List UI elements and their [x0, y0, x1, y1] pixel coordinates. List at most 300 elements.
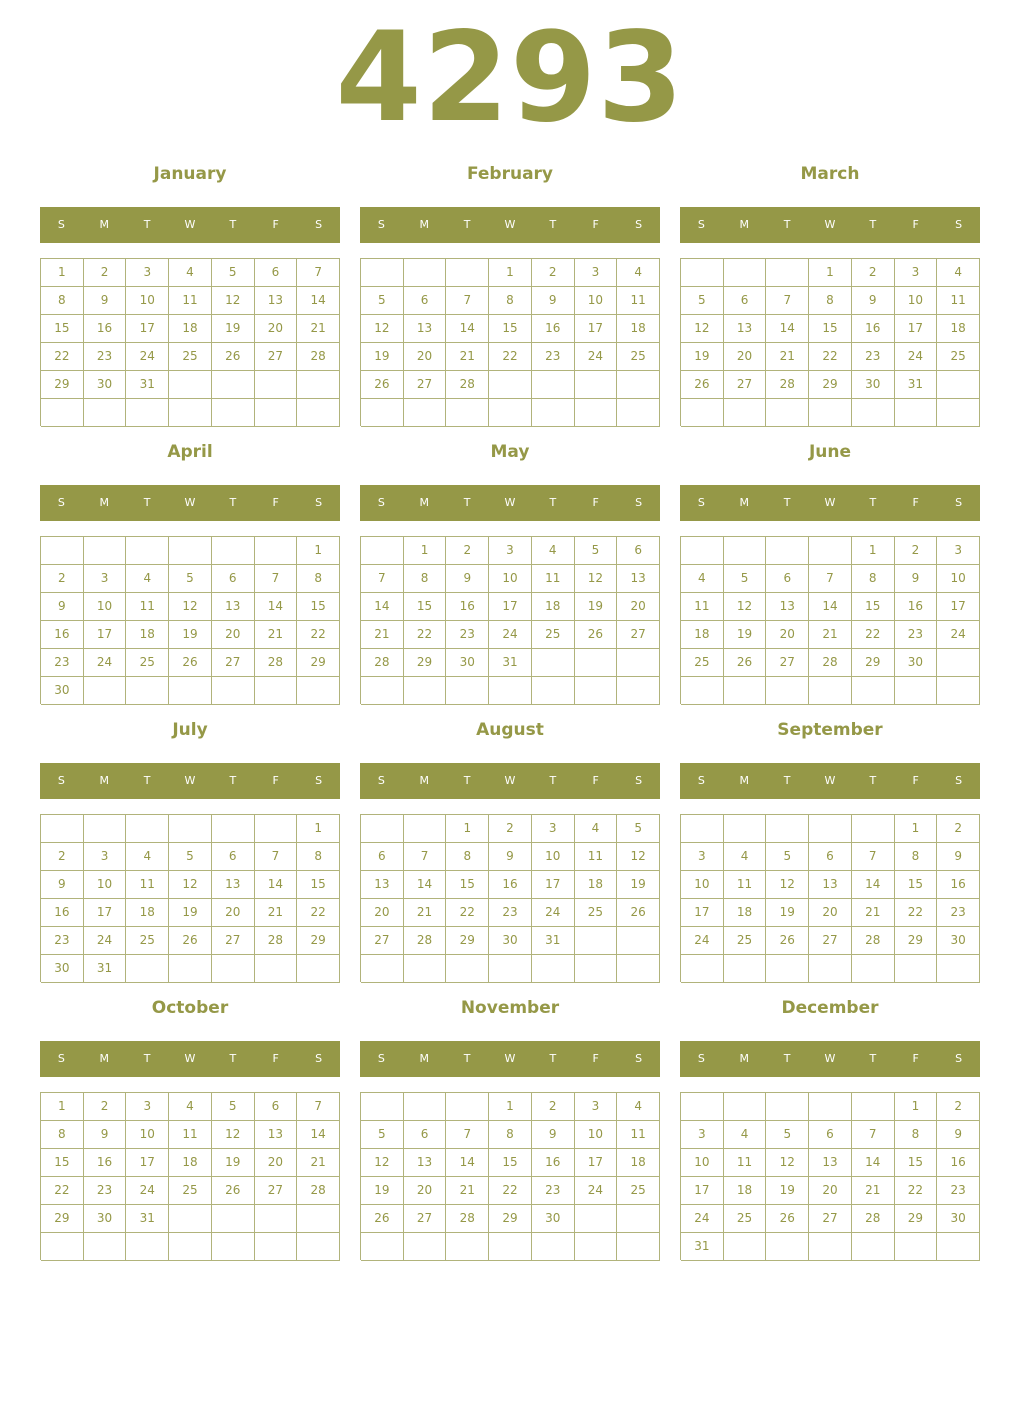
day-cell: 9	[895, 565, 938, 593]
day-grid	[40, 258, 340, 426]
weekday-label: S	[57, 774, 65, 787]
weekday-header	[680, 207, 980, 243]
day-cell: 4	[126, 565, 169, 593]
empty-day-cell	[575, 927, 618, 955]
day-cell: 21	[852, 1177, 895, 1205]
day-cell: 11	[617, 1121, 660, 1149]
month-title: September	[777, 720, 883, 740]
empty-day-cell	[766, 259, 809, 287]
day-cell: 9	[489, 843, 532, 871]
day-cell: 13	[404, 1149, 447, 1177]
day-cell: 3	[532, 815, 575, 843]
day-cell: 25	[724, 1205, 767, 1233]
day-cell: 21	[297, 315, 340, 343]
day-cell: 11	[126, 593, 169, 621]
day-cell: 28	[255, 649, 298, 677]
day-cell: 8	[489, 1121, 532, 1149]
day-cell: 3	[489, 537, 532, 565]
day-cell: 26	[361, 371, 404, 399]
weekday-label: T	[463, 1052, 471, 1065]
empty-day-cell	[84, 1233, 127, 1261]
day-cell: 23	[41, 649, 84, 677]
day-cell: 18	[169, 315, 212, 343]
empty-day-cell	[84, 815, 127, 843]
day-cell: 2	[937, 1093, 980, 1121]
day-cell: 1	[809, 259, 852, 287]
day-cell: 16	[532, 1149, 575, 1177]
empty-day-cell	[212, 399, 255, 427]
day-cell: 22	[809, 343, 852, 371]
empty-day-cell	[766, 677, 809, 705]
day-cell: 3	[126, 1093, 169, 1121]
day-cell: 1	[895, 815, 938, 843]
weekday-label: M	[739, 774, 750, 787]
empty-day-cell	[617, 927, 660, 955]
day-cell: 4	[126, 843, 169, 871]
day-cell: 4	[937, 259, 980, 287]
day-cell: 29	[446, 927, 489, 955]
month-title: November	[460, 998, 560, 1018]
weekday-label: W	[824, 774, 836, 787]
day-cell: 9	[446, 565, 489, 593]
empty-day-cell	[255, 1233, 298, 1261]
day-cell: 2	[895, 537, 938, 565]
empty-day-cell	[766, 399, 809, 427]
month-title: July	[172, 720, 208, 740]
empty-day-cell	[404, 955, 447, 983]
empty-day-cell	[446, 677, 489, 705]
day-cell: 10	[489, 565, 532, 593]
day-cell: 20	[255, 1149, 298, 1177]
empty-day-cell	[681, 955, 724, 983]
day-cell: 15	[489, 1149, 532, 1177]
day-cell: 27	[766, 649, 809, 677]
weekday-label: M	[419, 774, 430, 787]
day-cell: 24	[126, 1177, 169, 1205]
day-cell: 8	[446, 843, 489, 871]
day-cell: 4	[617, 259, 660, 287]
empty-day-cell	[724, 1233, 767, 1261]
day-cell: 24	[681, 1205, 724, 1233]
day-cell: 9	[937, 843, 980, 871]
empty-day-cell	[41, 1233, 84, 1261]
day-cell: 11	[724, 871, 767, 899]
day-cell: 18	[617, 315, 660, 343]
day-cell: 27	[212, 649, 255, 677]
day-cell: 9	[84, 287, 127, 315]
weekday-label: T	[869, 218, 877, 231]
month-title: December	[781, 998, 879, 1018]
empty-day-cell	[895, 677, 938, 705]
weekday-label: F	[272, 774, 279, 787]
day-cell: 6	[255, 259, 298, 287]
empty-day-cell	[297, 399, 340, 427]
weekday-label: T	[463, 496, 471, 509]
day-cell: 2	[489, 815, 532, 843]
empty-day-cell	[489, 1233, 532, 1261]
day-cell: 23	[532, 1177, 575, 1205]
month-title: June	[808, 442, 852, 462]
day-cell: 20	[404, 1177, 447, 1205]
weekday-label: F	[592, 218, 599, 231]
day-cell: 28	[297, 343, 340, 371]
day-cell: 2	[84, 259, 127, 287]
empty-day-cell	[212, 955, 255, 983]
empty-day-cell	[255, 399, 298, 427]
day-cell: 6	[404, 1121, 447, 1149]
day-cell: 2	[852, 259, 895, 287]
empty-day-cell	[766, 1233, 809, 1261]
weekday-label: S	[377, 774, 385, 787]
day-cell: 14	[852, 871, 895, 899]
day-cell: 16	[489, 871, 532, 899]
day-cell: 18	[724, 899, 767, 927]
empty-day-cell	[532, 677, 575, 705]
empty-day-cell	[255, 677, 298, 705]
day-cell: 17	[575, 315, 618, 343]
day-cell: 28	[446, 371, 489, 399]
weekday-label: W	[184, 774, 196, 787]
weekday-label: W	[504, 496, 516, 509]
empty-day-cell	[126, 537, 169, 565]
day-cell: 10	[126, 1121, 169, 1149]
month-title: January	[153, 164, 227, 184]
day-cell: 21	[852, 899, 895, 927]
empty-day-cell	[937, 399, 980, 427]
weekday-header	[40, 763, 340, 799]
empty-day-cell	[297, 371, 340, 399]
day-cell: 27	[809, 927, 852, 955]
day-cell: 28	[255, 927, 298, 955]
weekday-header	[360, 1041, 660, 1077]
day-cell: 8	[297, 843, 340, 871]
weekday-label: M	[419, 1052, 430, 1065]
weekday-label: S	[697, 1052, 705, 1065]
day-cell: 15	[809, 315, 852, 343]
day-cell: 5	[212, 259, 255, 287]
day-cell: 11	[169, 287, 212, 315]
day-cell: 18	[126, 621, 169, 649]
empty-day-cell	[681, 537, 724, 565]
weekday-label: F	[912, 1052, 919, 1065]
day-cell: 5	[575, 537, 618, 565]
day-cell: 14	[255, 593, 298, 621]
day-cell: 2	[446, 537, 489, 565]
day-cell: 18	[126, 899, 169, 927]
weekday-header	[680, 1041, 980, 1077]
day-cell: 10	[84, 871, 127, 899]
empty-day-cell	[404, 1233, 447, 1261]
day-cell: 6	[809, 1121, 852, 1149]
day-cell: 1	[489, 1093, 532, 1121]
day-cell: 17	[532, 871, 575, 899]
day-cell: 2	[84, 1093, 127, 1121]
empty-day-cell	[255, 371, 298, 399]
weekday-label: T	[549, 218, 557, 231]
day-cell: 2	[41, 565, 84, 593]
day-cell: 11	[169, 1121, 212, 1149]
day-cell: 19	[169, 621, 212, 649]
day-cell: 15	[41, 1149, 84, 1177]
day-cell: 8	[41, 287, 84, 315]
day-cell: 14	[766, 315, 809, 343]
day-cell: 5	[617, 815, 660, 843]
day-cell: 5	[212, 1093, 255, 1121]
day-cell: 8	[895, 1121, 938, 1149]
weekday-label: T	[869, 496, 877, 509]
day-grid	[40, 536, 340, 704]
day-cell: 21	[255, 621, 298, 649]
empty-day-cell	[895, 955, 938, 983]
day-cell: 6	[766, 565, 809, 593]
empty-day-cell	[852, 815, 895, 843]
month-title: February	[466, 164, 554, 184]
day-cell: 13	[404, 315, 447, 343]
empty-day-cell	[489, 371, 532, 399]
empty-day-cell	[446, 259, 489, 287]
day-cell: 17	[895, 315, 938, 343]
day-cell: 7	[404, 843, 447, 871]
day-cell: 17	[84, 899, 127, 927]
day-cell: 15	[852, 593, 895, 621]
day-cell: 10	[937, 565, 980, 593]
empty-day-cell	[255, 815, 298, 843]
empty-day-cell	[575, 371, 618, 399]
day-cell: 30	[937, 1205, 980, 1233]
day-cell: 10	[681, 1149, 724, 1177]
day-cell: 13	[809, 1149, 852, 1177]
day-cell: 1	[297, 815, 340, 843]
day-cell: 21	[404, 899, 447, 927]
day-cell: 11	[532, 565, 575, 593]
day-cell: 14	[297, 1121, 340, 1149]
day-cell: 19	[681, 343, 724, 371]
empty-day-cell	[724, 815, 767, 843]
day-cell: 30	[446, 649, 489, 677]
day-cell: 23	[937, 1177, 980, 1205]
empty-day-cell	[169, 399, 212, 427]
day-cell: 30	[84, 371, 127, 399]
day-cell: 13	[724, 315, 767, 343]
day-cell: 18	[169, 1149, 212, 1177]
weekday-label: S	[315, 218, 323, 231]
empty-day-cell	[169, 1205, 212, 1233]
day-cell: 19	[766, 1177, 809, 1205]
weekday-label: F	[912, 774, 919, 787]
weekday-label: T	[143, 218, 151, 231]
empty-day-cell	[255, 1205, 298, 1233]
weekday-label: W	[824, 1052, 836, 1065]
weekday-label: W	[184, 218, 196, 231]
day-cell: 17	[575, 1149, 618, 1177]
day-cell: 23	[41, 927, 84, 955]
day-cell: 1	[489, 259, 532, 287]
day-cell: 1	[895, 1093, 938, 1121]
empty-day-cell	[212, 537, 255, 565]
day-cell: 8	[895, 843, 938, 871]
empty-day-cell	[575, 677, 618, 705]
empty-day-cell	[575, 1233, 618, 1261]
day-grid	[360, 258, 660, 426]
day-cell: 22	[489, 343, 532, 371]
day-cell: 14	[361, 593, 404, 621]
day-cell: 16	[84, 1149, 127, 1177]
day-cell: 10	[575, 1121, 618, 1149]
day-cell: 20	[404, 343, 447, 371]
empty-day-cell	[852, 677, 895, 705]
weekday-label: W	[504, 218, 516, 231]
day-cell: 20	[766, 621, 809, 649]
day-cell: 22	[297, 621, 340, 649]
weekday-label: W	[504, 774, 516, 787]
day-cell: 10	[84, 593, 127, 621]
weekday-label: M	[99, 1052, 110, 1065]
day-cell: 5	[361, 287, 404, 315]
empty-day-cell	[446, 1233, 489, 1261]
empty-day-cell	[404, 677, 447, 705]
day-cell: 5	[724, 565, 767, 593]
weekday-label: S	[635, 1052, 643, 1065]
day-cell: 24	[681, 927, 724, 955]
empty-day-cell	[852, 1233, 895, 1261]
weekday-header	[40, 207, 340, 243]
empty-day-cell	[404, 259, 447, 287]
weekday-label: T	[229, 774, 237, 787]
day-cell: 14	[255, 871, 298, 899]
day-cell: 8	[404, 565, 447, 593]
day-cell: 23	[84, 343, 127, 371]
empty-day-cell	[575, 649, 618, 677]
day-cell: 20	[212, 621, 255, 649]
day-cell: 19	[766, 899, 809, 927]
day-cell: 21	[809, 621, 852, 649]
empty-day-cell	[617, 399, 660, 427]
day-cell: 16	[532, 315, 575, 343]
day-grid	[680, 258, 980, 426]
weekday-label: T	[229, 1052, 237, 1065]
day-cell: 19	[169, 899, 212, 927]
day-cell: 11	[575, 843, 618, 871]
weekday-label: W	[504, 1052, 516, 1065]
day-cell: 18	[575, 871, 618, 899]
day-cell: 26	[766, 1205, 809, 1233]
day-cell: 10	[895, 287, 938, 315]
empty-day-cell	[84, 677, 127, 705]
day-cell: 1	[41, 1093, 84, 1121]
weekday-label: F	[592, 496, 599, 509]
day-cell: 29	[297, 649, 340, 677]
day-cell: 25	[617, 1177, 660, 1205]
weekday-label: F	[272, 1052, 279, 1065]
day-cell: 4	[532, 537, 575, 565]
weekday-label: S	[57, 218, 65, 231]
day-cell: 22	[41, 343, 84, 371]
day-cell: 25	[126, 927, 169, 955]
empty-day-cell	[404, 1093, 447, 1121]
empty-day-cell	[724, 399, 767, 427]
empty-day-cell	[724, 955, 767, 983]
day-cell: 7	[255, 843, 298, 871]
empty-day-cell	[404, 399, 447, 427]
month-title: October	[151, 998, 229, 1018]
day-cell: 22	[297, 899, 340, 927]
day-cell: 24	[126, 343, 169, 371]
day-cell: 11	[126, 871, 169, 899]
weekday-label: F	[592, 774, 599, 787]
empty-day-cell	[446, 955, 489, 983]
day-cell: 14	[446, 1149, 489, 1177]
weekday-label: S	[377, 1052, 385, 1065]
day-cell: 19	[212, 1149, 255, 1177]
empty-day-cell	[724, 259, 767, 287]
weekday-label: S	[955, 1052, 963, 1065]
weekday-label: S	[315, 1052, 323, 1065]
day-cell: 24	[84, 927, 127, 955]
weekday-label: S	[955, 496, 963, 509]
day-cell: 22	[895, 899, 938, 927]
day-cell: 22	[852, 621, 895, 649]
day-cell: 26	[681, 371, 724, 399]
day-cell: 6	[361, 843, 404, 871]
day-cell: 27	[404, 1205, 447, 1233]
day-cell: 13	[617, 565, 660, 593]
empty-day-cell	[169, 371, 212, 399]
day-cell: 23	[446, 621, 489, 649]
day-cell: 12	[681, 315, 724, 343]
day-cell: 22	[489, 1177, 532, 1205]
day-cell: 26	[766, 927, 809, 955]
weekday-label: S	[377, 218, 385, 231]
empty-day-cell	[41, 537, 84, 565]
day-cell: 10	[575, 287, 618, 315]
day-cell: 31	[126, 371, 169, 399]
day-cell: 9	[41, 871, 84, 899]
day-cell: 12	[212, 1121, 255, 1149]
weekday-label: T	[549, 774, 557, 787]
day-cell: 24	[575, 343, 618, 371]
empty-day-cell	[766, 1093, 809, 1121]
weekday-label: T	[143, 774, 151, 787]
empty-day-cell	[681, 677, 724, 705]
day-cell: 1	[404, 537, 447, 565]
empty-day-cell	[681, 815, 724, 843]
day-cell: 6	[212, 843, 255, 871]
day-cell: 6	[809, 843, 852, 871]
empty-day-cell	[41, 815, 84, 843]
day-cell: 15	[489, 315, 532, 343]
month-title: May	[490, 442, 530, 462]
day-cell: 4	[724, 843, 767, 871]
empty-day-cell	[937, 955, 980, 983]
day-cell: 7	[809, 565, 852, 593]
weekday-label: M	[419, 496, 430, 509]
weekday-label: T	[869, 1052, 877, 1065]
empty-day-cell	[84, 537, 127, 565]
empty-day-cell	[169, 537, 212, 565]
empty-day-cell	[724, 1093, 767, 1121]
empty-day-cell	[212, 1233, 255, 1261]
day-cell: 30	[895, 649, 938, 677]
day-cell: 31	[681, 1233, 724, 1261]
day-cell: 11	[617, 287, 660, 315]
day-grid	[680, 536, 980, 704]
day-cell: 21	[446, 343, 489, 371]
empty-day-cell	[297, 677, 340, 705]
weekday-label: T	[463, 774, 471, 787]
day-cell: 8	[41, 1121, 84, 1149]
day-cell: 7	[852, 1121, 895, 1149]
day-cell: 8	[852, 565, 895, 593]
